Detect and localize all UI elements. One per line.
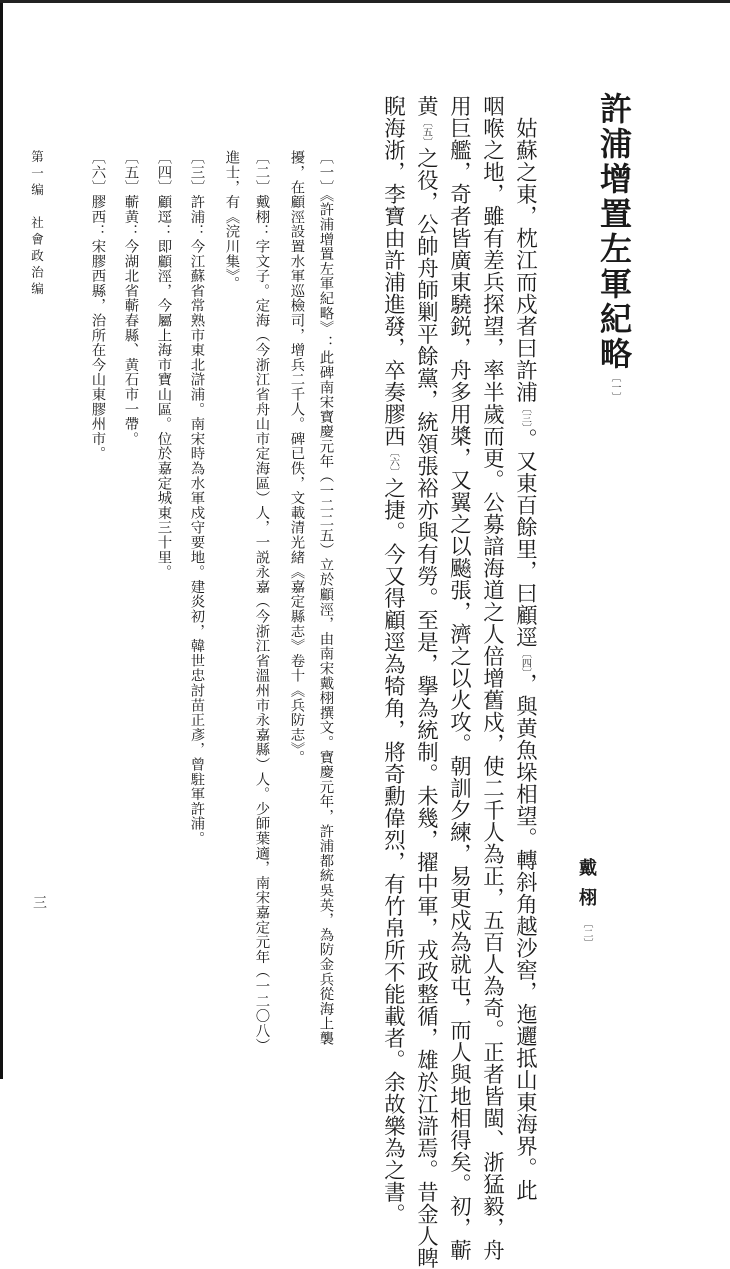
body-column-2: 咽喉之地，雖有差兵探望，率半歲而更。公募諳海道之人倍增舊戍，使二千人為正，五百人為奇。正者皆閩、浙猛毅，舟 (479, 95, 505, 1261)
footnote: 〔三〕許浦：今江蘇省常熟市東北滸浦。南宋時為水軍戍守要地。建炎初，韓世忠討苗正彥，曾駐軍許浦。 (188, 150, 205, 846)
note-column-8 (90, 150, 104, 461)
scan-edge-top (0, 0, 730, 3)
note-column-2 (289, 150, 303, 764)
footnote: 〔一〕《許浦增置左軍紀略》：此碑南宋寶慶元年（一二二五）立於顧涇，由南宋戴栩撰文。寶慶元年，許浦都統吳英，為防金兵從海上襲 (317, 150, 334, 1046)
footnote: 〔六〕膠西：宋膠西縣，治所在今山東膠州市。 (89, 150, 106, 461)
page-number: 三 (31, 895, 47, 909)
title-column (595, 92, 633, 402)
author-footnote-ref: 〔二〕 (581, 918, 592, 948)
note-column-1 (318, 150, 332, 1046)
footnote: 〔四〕顧逕：即顧涇，今屬上海市寶山區。位於嘉定城東三十里。 (155, 150, 172, 580)
note-column-4 (224, 150, 238, 291)
footnote-ref: 〔四〕 (519, 648, 531, 673)
scan-edge-left (0, 0, 3, 1079)
page-title: 許浦增置左軍紀略 (595, 92, 633, 372)
body-column-5: 睨海浙，李寶由許浦進發，卒奏膠西〔六〕之捷。今又得顧逕為犄角，將奇勳偉烈，有竹帛所不能載者。余故樂為之書。 (380, 95, 406, 1225)
note-column-3 (254, 150, 268, 1053)
footnote-ref: 〔三〕 (519, 403, 531, 428)
author-name: 戴栩 (576, 858, 597, 918)
body-column-1: 姑蘇之東，枕江而戍者曰許浦〔三〕。又東百餘里，曰顧逕〔四〕，與黄魚垛相望。轉斜角越沙窖，迤邐抵山東海界。此 (512, 117, 538, 1201)
footnote: 〔五〕蘄黄：今湖北省蘄春縣、黄石市一帶。 (122, 150, 139, 446)
footnote-ref: 〔六〕 (387, 447, 399, 477)
footnote-ref: 〔五〕 (420, 117, 432, 147)
footnote: 〔二〕戴栩：字文子。定海（今浙江省舟山市定海區）人，一説永嘉（今浙江省溫州市永嘉縣）人。少師葉適，南宋嘉定元年（一二〇八） (253, 150, 270, 1053)
footnote-continuation: 進士，有《浣川集》。 (223, 150, 240, 291)
body-column-3: 用巨艦，奇者皆廣東驍鋭，舟多用槳，又翼之以飈張，濟之以火攻。朝訓夕練，易更戍為就屯，而人與地相得矣。初，蘄 (446, 95, 472, 1261)
footnote-continuation: 擾，在顧涇設置水軍巡檢司，增兵二千人。碑已佚，文載清光緒《嘉定縣志》卷十《兵防志》。 (288, 150, 305, 765)
title-footnote-ref: 〔一〕 (609, 372, 620, 402)
running-head: 第一编 社會政治编 (29, 150, 45, 299)
body-column-4: 黄〔五〕之役，公帥舟師剿平餘黨，統領張裕亦與有勞。至是，擧為統制。未幾，擢中軍，戎政整循，雄於江滸焉。昔金人睥 (413, 95, 439, 1269)
note-column-5 (189, 150, 203, 846)
note-column-6 (156, 150, 170, 579)
author-column (577, 858, 595, 948)
note-column-7 (123, 150, 137, 446)
